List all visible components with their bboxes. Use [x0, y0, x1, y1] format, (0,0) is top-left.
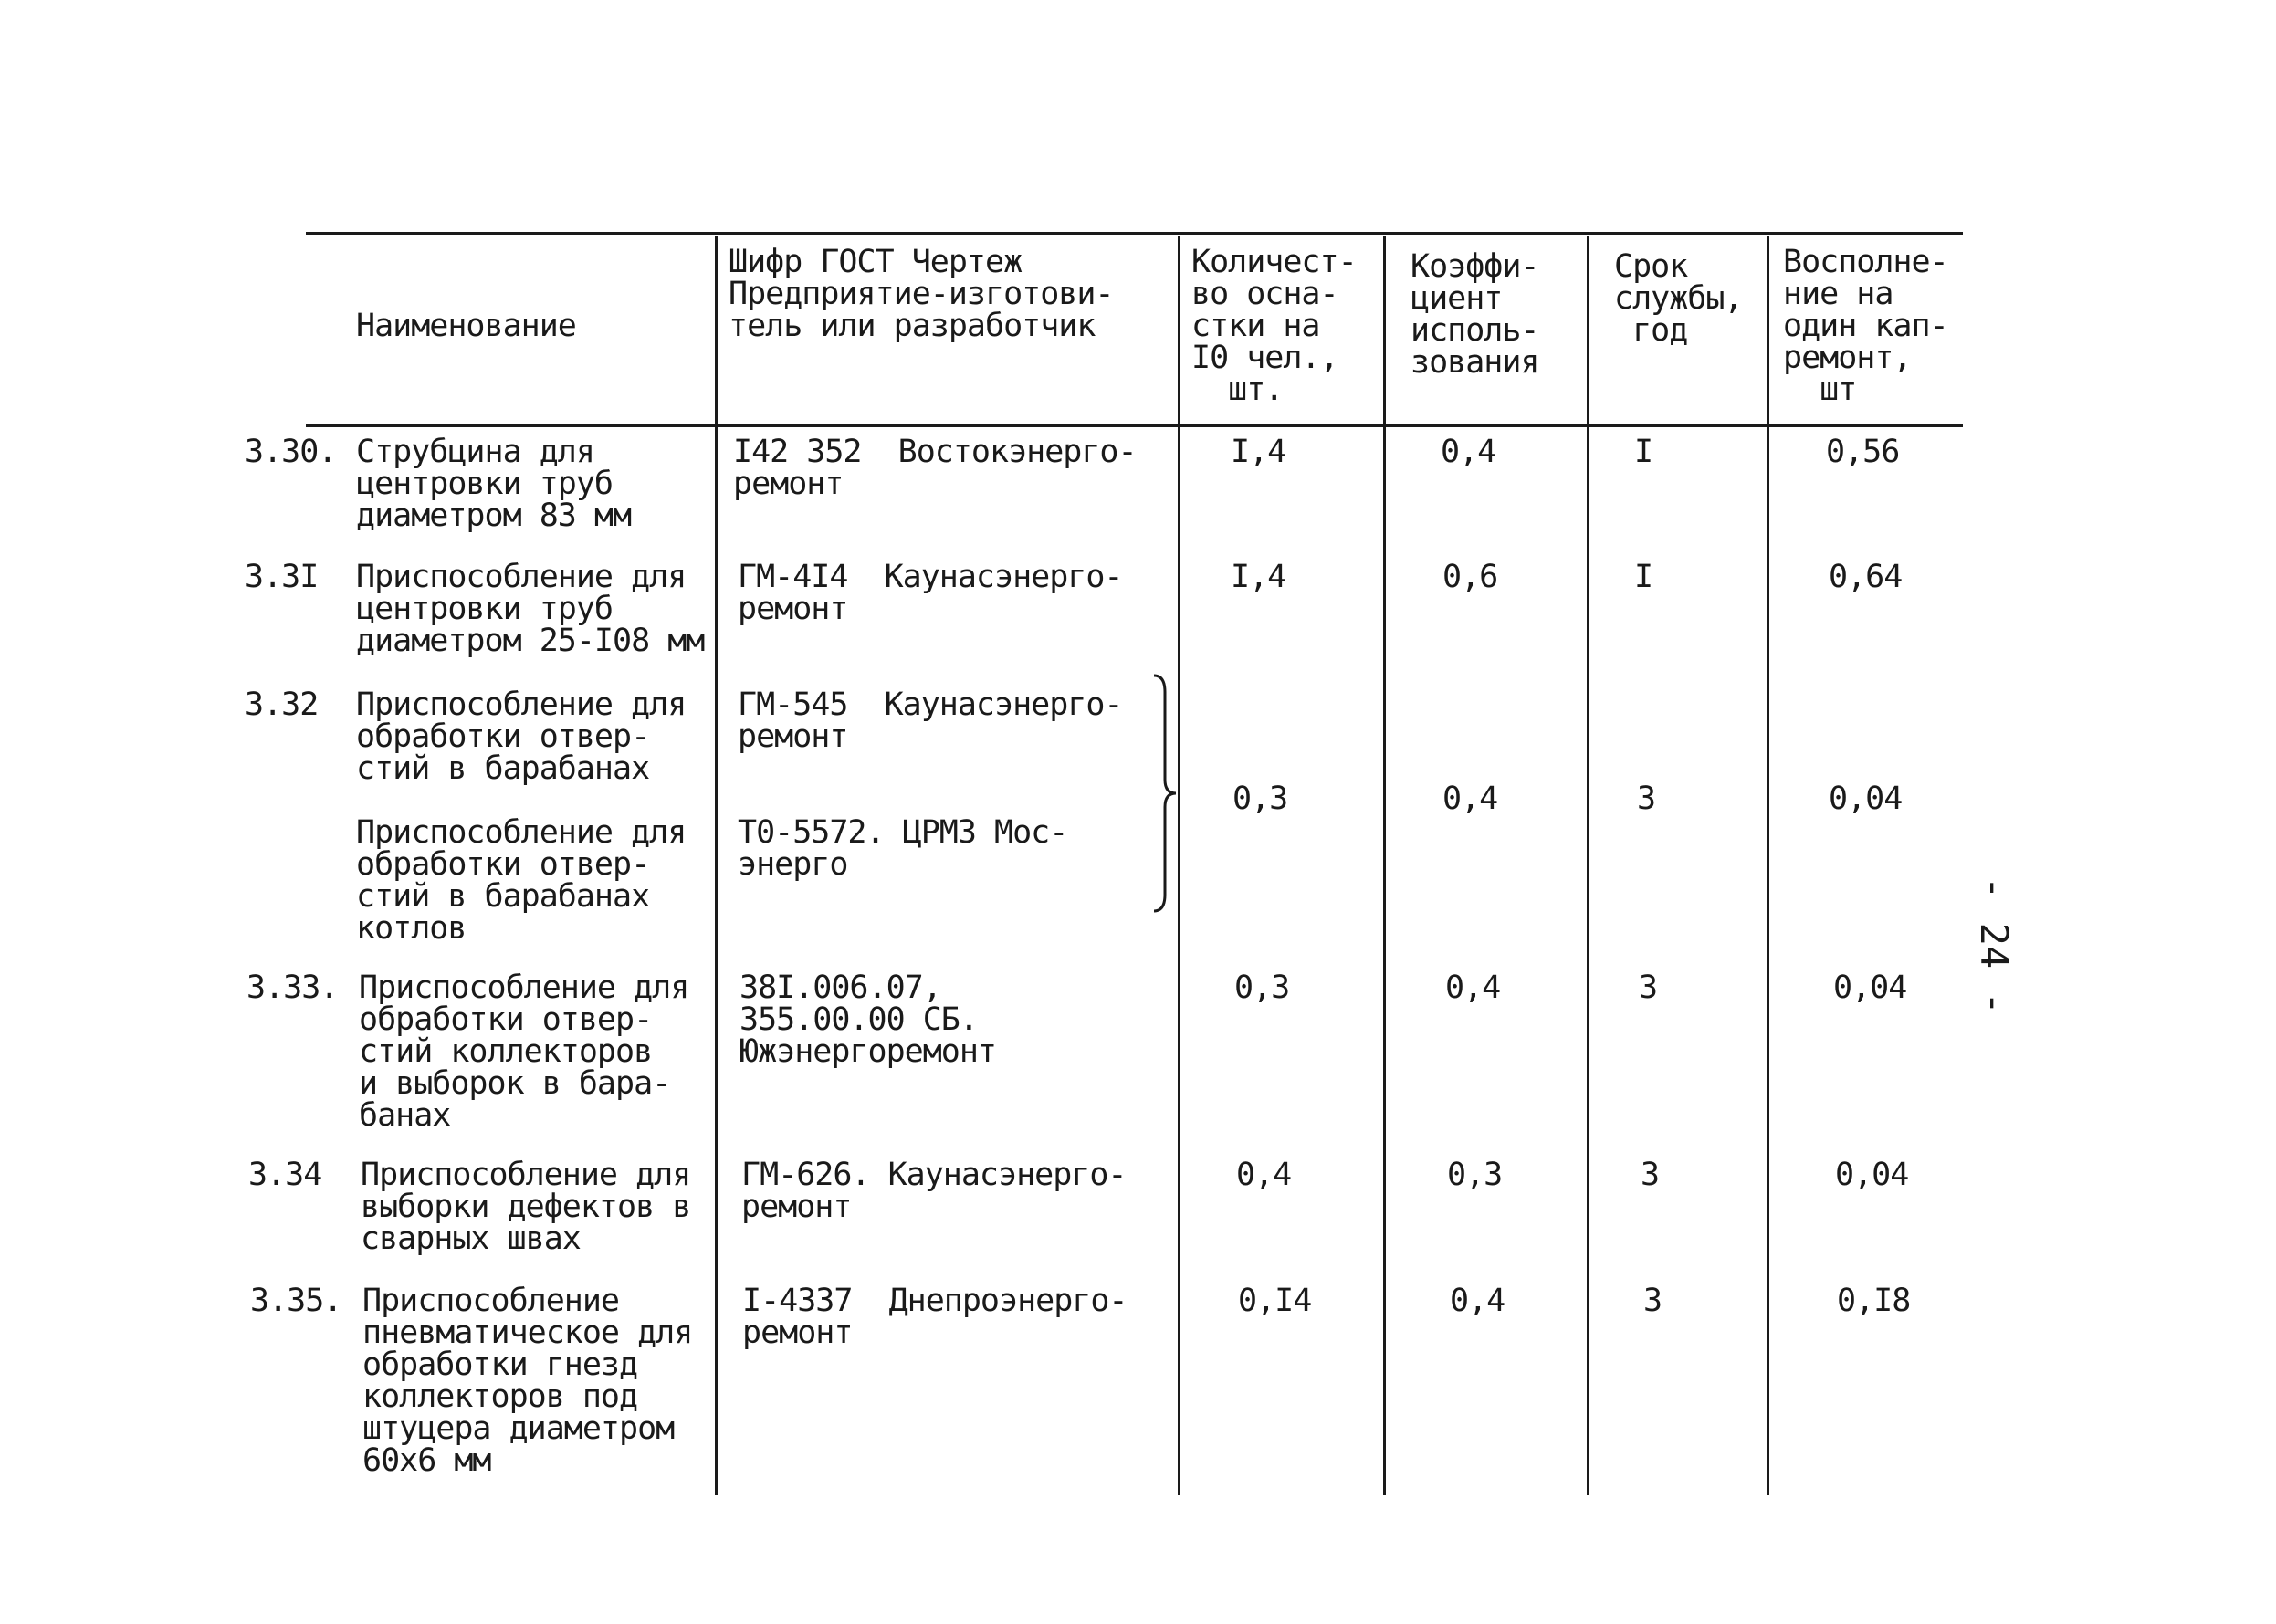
row-replenishment: 0,56: [1826, 434, 1900, 470]
column-divider-3: [1383, 236, 1386, 1495]
row-coefficient: 0,4: [1445, 969, 1501, 1006]
row-number: 3.34: [248, 1157, 322, 1193]
row-code: ГМ-545 Каунасэнерго- ремонт: [738, 686, 1123, 755]
page-number: - 24 -: [1972, 876, 2017, 1015]
row-number: 3.35.: [250, 1283, 342, 1319]
row-code: ГМ-4I4 Каунасэнерго- ремонт: [738, 559, 1123, 627]
row-number: 3.3I: [245, 559, 319, 595]
header-bottom-rule: [306, 424, 1963, 427]
header-code: Шифр ГОСТ Чертеж Предприятие-изготови- тель или разработчик: [729, 244, 1114, 344]
row-name: Приспособление для выборки дефектов в сварных швах: [361, 1157, 691, 1257]
row-code: 38I.006.07, 355.00.00 СБ. Южэнергоремонт: [739, 969, 997, 1070]
table-top-rule: [306, 232, 1963, 235]
row-replenishment: 0,I8: [1837, 1283, 1911, 1319]
row-quantity: 0,I4: [1238, 1283, 1312, 1319]
row-name: Приспособление для обработки отвер- стий в барабанах: [356, 686, 687, 787]
row-service-life: 3: [1643, 1283, 1662, 1319]
grouping-brace: [1152, 674, 1178, 913]
row-replenishment: 0,04: [1833, 969, 1907, 1006]
row-quantity: 0,3: [1234, 969, 1290, 1006]
header-coefficient: Коэффи- циент исполь- зования: [1411, 248, 1539, 381]
row-coefficient: 0,4: [1442, 781, 1498, 817]
row-replenishment: 0,04: [1829, 781, 1903, 817]
row-number: 3.33.: [246, 969, 339, 1006]
column-divider-5: [1767, 236, 1769, 1495]
row-coefficient: 0,3: [1447, 1157, 1503, 1193]
row-name: Приспособление пневматическое для обработки гнезд коллекторов под штуцера диаметром 60х6 мм: [362, 1283, 693, 1479]
row-service-life: 3: [1639, 969, 1658, 1006]
header-service-life: Срок службы, год: [1614, 248, 1743, 349]
column-divider-4: [1587, 236, 1589, 1495]
row-coefficient: 0,6: [1442, 559, 1498, 595]
row-coefficient: 0,4: [1450, 1283, 1505, 1319]
row-service-life: I: [1634, 559, 1653, 595]
row-service-life: 3: [1637, 781, 1656, 817]
row-name: Приспособление для центровки труб диаметром 25-I08 мм: [356, 559, 705, 659]
header-name: Наименование: [356, 308, 576, 344]
row-name: Приспособление для обработки отвер- стий коллекторов и выборок в бара- банах: [359, 969, 689, 1134]
row-quantity: I,4: [1231, 434, 1286, 470]
row-coefficient: 0,4: [1441, 434, 1496, 470]
row-service-life: I: [1634, 434, 1653, 470]
row-code: I-4337 Днепроэнерго- ремонт: [742, 1283, 1128, 1351]
row-number: 3.30.: [245, 434, 337, 470]
row-code: I42 352 Востокэнерго- ремонт: [733, 434, 1137, 502]
row-number: 3.32: [245, 686, 319, 723]
row-replenishment: 0,04: [1835, 1157, 1909, 1193]
row-quantity: I,4: [1231, 559, 1286, 595]
row-name: Струбцина для центровки труб диаметром 83 мм: [356, 434, 632, 534]
row-name-variant: Приспособление для обработки отвер- стий в барабанах котлов: [356, 814, 687, 947]
row-code-variant: Т0-5572. ЦРМЗ Мос- энерго: [738, 814, 1068, 883]
row-replenishment: 0,64: [1829, 559, 1903, 595]
header-replenishment: Восполне- ние на один кап- ремонт, шт: [1783, 244, 1948, 408]
row-quantity: 0,3: [1232, 781, 1288, 817]
header-quantity: Количест- во осна- стки на I0 чел., шт.: [1191, 244, 1357, 408]
column-divider-2: [1178, 236, 1180, 1495]
row-code: ГМ-626. Каунасэнерго- ремонт: [741, 1157, 1127, 1225]
row-service-life: 3: [1641, 1157, 1660, 1193]
column-divider-1: [715, 236, 718, 1495]
row-quantity: 0,4: [1236, 1157, 1292, 1193]
